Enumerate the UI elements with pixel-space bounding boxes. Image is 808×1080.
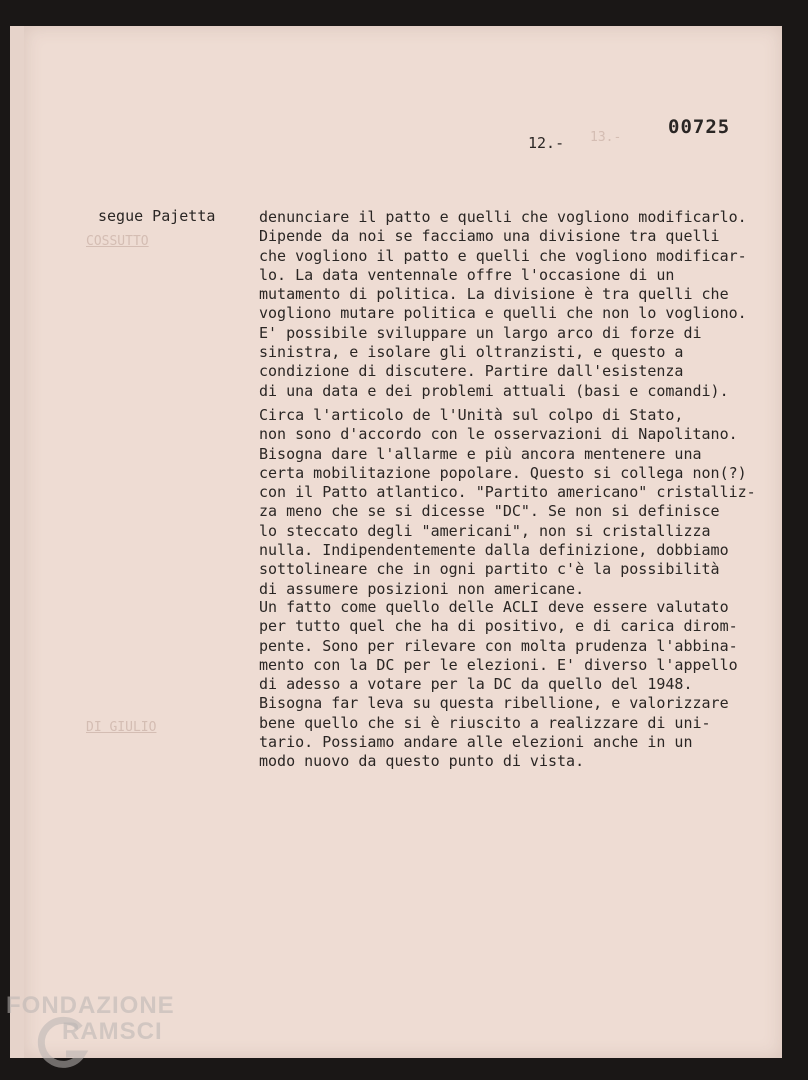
paragraph-2: Circa l'articolo de l'Unità sul colpo di Stato, non sono d'accordo con le osservazioni di Napolitano. Bisogna dare l'allarme e più ancora mentenere una certa mobilitazione popolare. Questo si collega non(?) con il Patto atlantico. "Partito americano" cristalliz- za meno che se si dicesse "DC". Se non si definisce lo steccato degli "americani", non si cristallizza nulla. Indipendentemente dalla definizione, dobbiamo sottolineare che in ogni partito c'è la possibilità di assumere posizioni non americane.: [259, 406, 756, 598]
page-number: 12.-: [528, 134, 565, 152]
document-number: 00725: [668, 116, 731, 138]
speaker-label: segue Pajetta: [98, 207, 216, 225]
paragraph-3: Un fatto come quello delle ACLI deve essere valutato per tutto quel che ha di positivo, e di carica dirom- pente. Sono per rilevare con molta prudenza l'abbina- mento con la DC per le elezioni. E' diverso l'appello di adesso a votare per la DC da quello del 1948. Bisogna far leva su questa ribellione, e valorizzare bene quello che si è riuscito a realizzare di uni- tario. Possiamo andare alle elezioni anche in un modo nuovo da questo punto di vista.: [259, 598, 738, 771]
watermark-line-1: FONDAZIONE: [6, 992, 175, 1019]
bleed-through-text: COSSUTTO: [86, 234, 149, 249]
watermark-line-2: RAMSCI: [62, 1018, 163, 1045]
paragraph-1: denunciare il patto e quelli che vogliono modificarlo. Dipende da noi se facciamo una divisione tra quelli che vogliono il patto e quelli che vogliono modificar- lo. La data ventennale offre l'occasione di un mutamento di politica. La divisione è tra quelli che vogliono mutare politica e quelli che non lo vogliono. E' possibile sviluppare un largo arco di forze di sinistra, e isolare gli oltranzisti, e questo a condizione di discutere. Partire dall'esistenza di una data e dei problemi attuali (basi e comandi).: [259, 208, 747, 400]
bleed-through-text: 13.-: [590, 130, 622, 145]
fondazione-gramsci-watermark: [4, 990, 204, 1080]
page-edge: [10, 26, 24, 1058]
bleed-through-text: DI GIULIO: [86, 720, 157, 735]
